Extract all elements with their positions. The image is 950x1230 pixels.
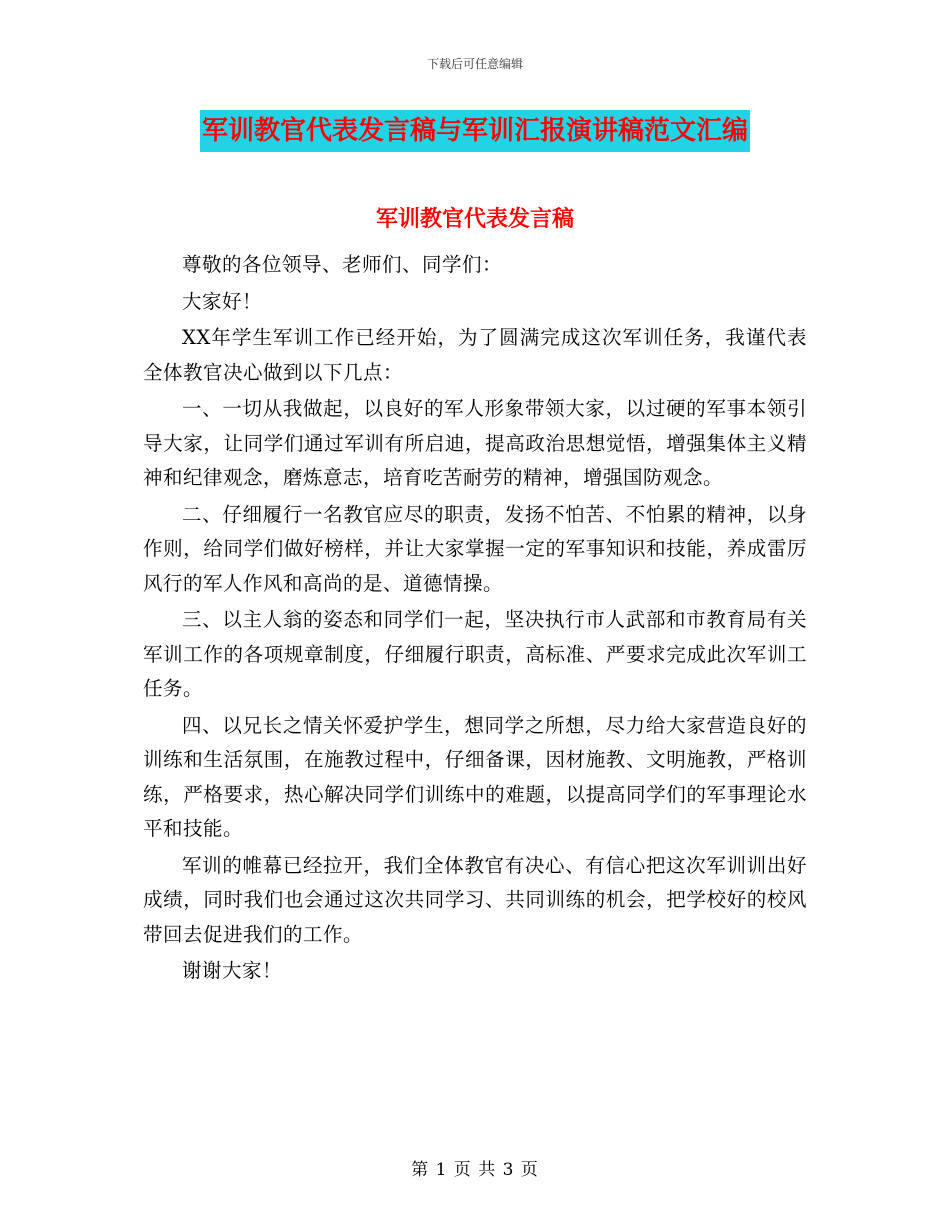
body-text — [143, 248, 807, 991]
paragraph-closing: 军训的帷幕已经拉开，我们全体教官有决心、有信心把这次军训训出好成绩，同时我们也会通过这次共同学习、共同训练的机会，把学校好的校风带回去促进我们的工作。 — [143, 853, 807, 946]
paragraph-intro: XX年学生军训工作已经开始，为了圆满完成这次军训任务，我谨代表全体教官决心做到以下几点： — [143, 326, 807, 384]
doc-title: 军训教官代表发言稿与军训汇报演讲稿范文汇编 — [200, 110, 750, 152]
paragraph-point-1: 一、一切从我做起，以良好的军人形象带领大家，以过硬的军事本领引导大家，让同学们通过军训有所启迪，提高政治思想觉悟，增强集体主义精神和纪律观念，磨炼意志，培育吃苦耐劳的精神，增强国防观念。 — [143, 397, 807, 489]
paragraph-thanks: 谢谢大家！ — [182, 959, 283, 982]
section-title: 军训教官代表发言稿 — [375, 206, 574, 232]
paragraph-point-4: 四、以兄长之情关怀爱护学生，想同学之所想，尽力给大家营造良好的训练和生活氛围，在施教过程中，仔细备课，因材施教、文明施教，严格训练，严格要求，热心解决同学们训练中的难题，以提高同学们的军事理论水平和技能。 — [143, 713, 807, 840]
doc-title-container — [0, 110, 950, 152]
paragraph-point-2: 二、仔细履行一名教官应尽的职责，发扬不怕苦、不怕累的精神，以身作则，给同学们做好榜样，并让大家掌握一定的军事知识和技能，养成雷厉风行的军人作风和高尚的是、道德情操。 — [143, 502, 807, 595]
paragraph-salutation: 尊敬的各位领导、老师们、同学们： — [182, 253, 503, 276]
header-note: 下载后可任意编辑 — [426, 57, 523, 71]
paragraph-point-3: 三、以主人翁的姿态和同学们一起，坚决执行市人武部和市教育局有关军训工作的各项规章制度，仔细履行职责，高标准、严要求完成此次军训工任务。 — [143, 608, 807, 700]
page-footer: 第 1 页 共 3 页 — [411, 1160, 539, 1180]
paragraph-greeting: 大家好！ — [182, 289, 263, 313]
